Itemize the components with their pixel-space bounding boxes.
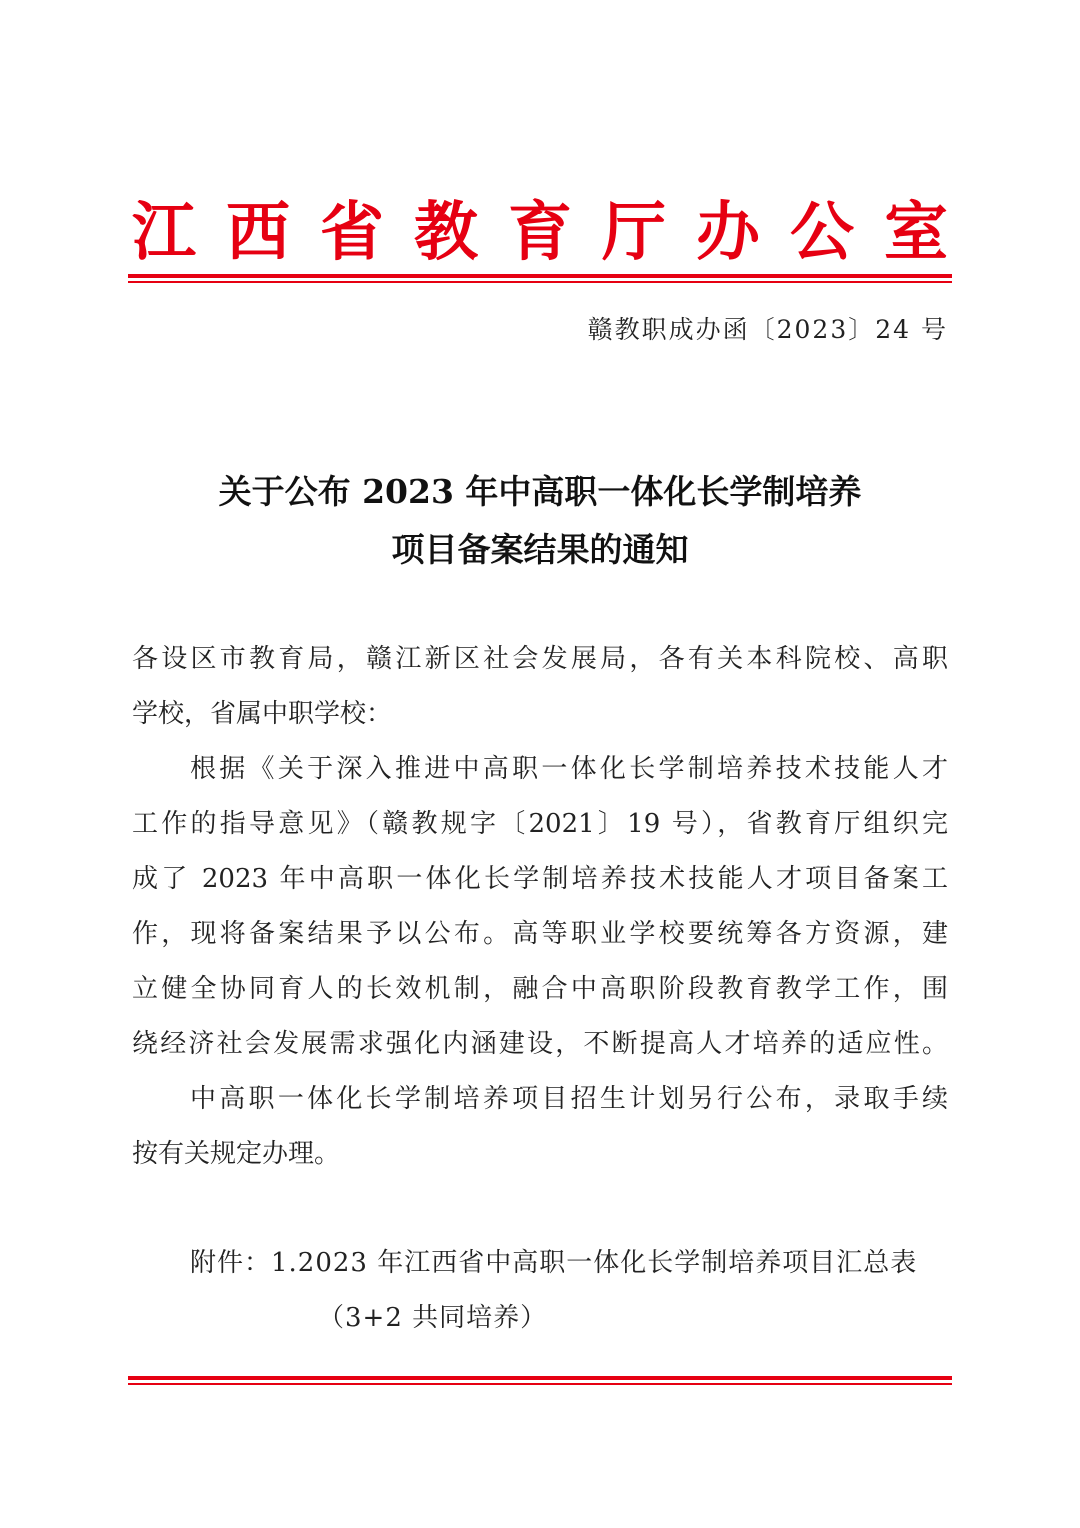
letterhead-rule-top (128, 274, 952, 283)
letterhead-char: 公 (790, 195, 854, 270)
letterhead-char: 育 (508, 195, 572, 270)
recipients-line-2: 学校，省属中职学校： (132, 699, 393, 729)
paragraph-2-line-2: 按有关规定办理。 (132, 1139, 341, 1169)
recipients-line-1: 各设区市教育局，赣江新区社会发展局，各有关本科院校、高职 (132, 644, 948, 674)
paragraph-1-line-4: 作，现将备案结果予以公布。高等职业学校要统筹各方资源，建 (132, 919, 948, 949)
attachment-line-1: 附件：1.2023 年江西省中高职一体化长学制培养项目汇总表 (190, 1248, 918, 1278)
attachment-line-2: （3+2 共同培养） (318, 1303, 548, 1333)
letterhead-char: 厅 (602, 195, 666, 270)
letterhead-char: 省 (320, 195, 384, 270)
footer-rule (128, 1376, 952, 1385)
paragraph-1-line-6: 绕经济社会发展需求强化内涵建设，不断提高人才培养的适应性。 (132, 1029, 948, 1059)
letterhead-title (128, 188, 952, 278)
document-title-line-1: 关于公布 2023 年中高职一体化长学制培养 (218, 472, 862, 511)
document-title-line-2: 项目备案结果的通知 (391, 530, 689, 569)
letterhead-char: 江 (132, 195, 196, 270)
paragraph-1-line-3: 成了 2023 年中高职一体化长学制培养技术技能人才项目备案工 (132, 864, 948, 894)
paragraph-2-line-1: 中高职一体化长学制培养项目招生计划另行公布，录取手续 (190, 1084, 948, 1114)
letterhead-char: 西 (226, 195, 290, 270)
document-number: 赣教职成办函〔2023〕24 号 (587, 315, 948, 344)
letterhead-char: 教 (414, 195, 478, 270)
letterhead-char: 室 (884, 195, 948, 270)
paragraph-1-line-1: 根据《关于深入推进中高职一体化长学制培养技术技能人才 (190, 754, 948, 784)
letterhead-char: 办 (696, 195, 760, 270)
paragraph-1-line-2: 工作的指导意见》（赣教规字〔2021〕19 号），省教育厅组织完 (132, 809, 948, 839)
paragraph-1-line-5: 立健全协同育人的长效机制，融合中高职阶段教育教学工作，围 (132, 974, 948, 1004)
